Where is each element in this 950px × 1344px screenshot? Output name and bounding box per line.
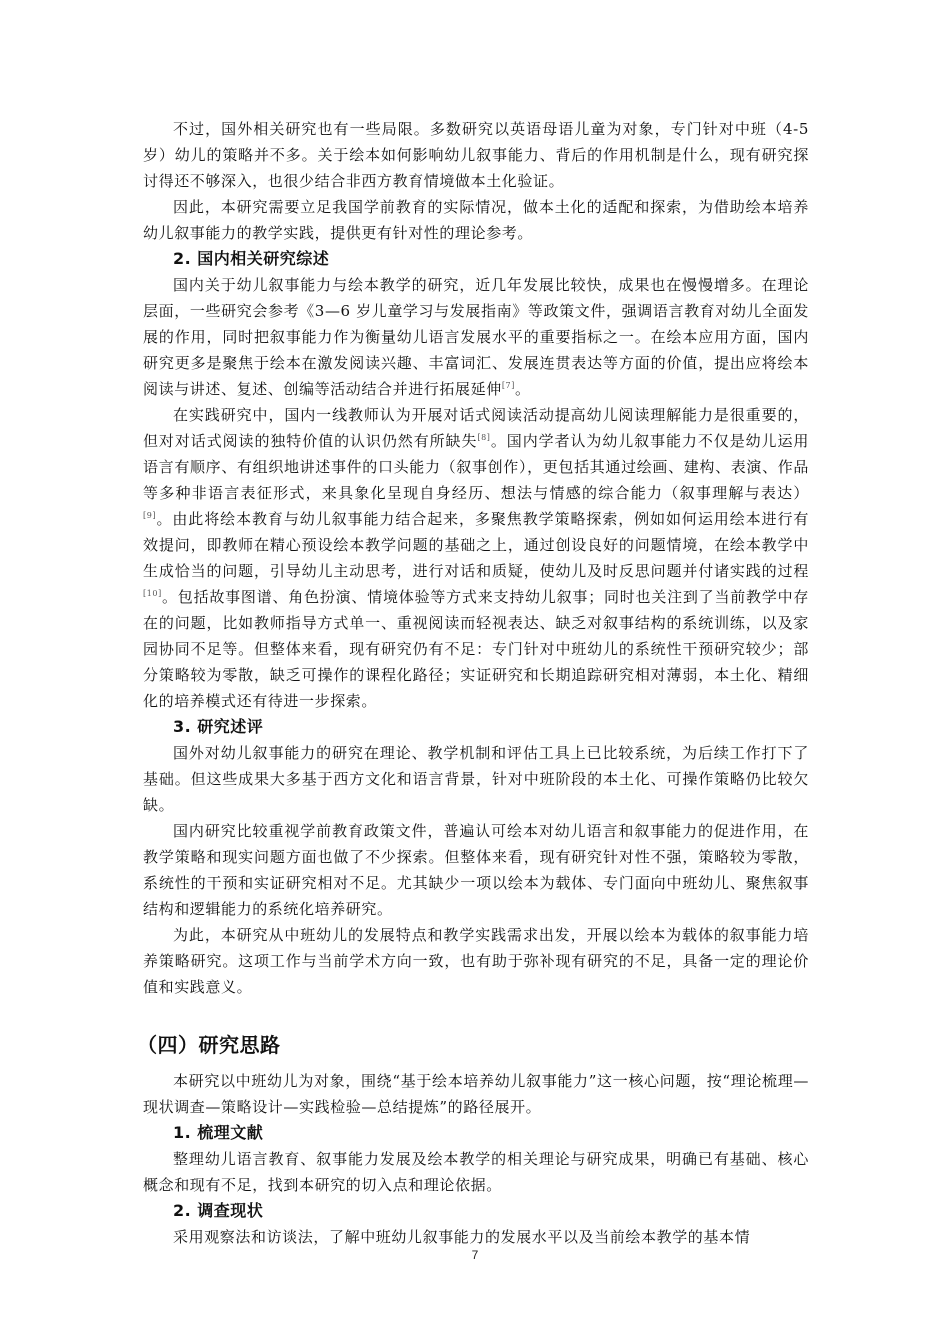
citation-ref: [7] <box>501 381 515 390</box>
paragraph-text: 国内关于幼儿叙事能力与绘本教学的研究，近几年发展比较快，成果也在慢慢增多。在理论层面，一些研究会参考《3—6 岁儿童学习与发展指南》等政策文件，强调语言教育对幼儿全面发展的作用，同时把叙事能力作为衡量幼儿语言发展水平的重要指标之一。在绘本应用方面，国内研究更多是聚焦于绘本在激发阅读兴趣、丰富词汇、发展连贯表达等方面的价值，提出应将绘本阅读与讲述、复述、创编等活动结合并进行拓展延伸 <box>143 276 809 398</box>
paragraph-text: 在实践研究中，国内一线教师认为开展对话式阅读活动提高幼儿阅读理解能力是很重要的，但对对话式阅读的独特价值的认识仍然有所缺失 <box>143 406 809 450</box>
paragraph-review-foreign: 国外对幼儿叙事能力的研究在理论、教学机制和评估工具上已比较系统，为后续工作打下了基础。但这些成果大多基于西方文化和语言背景，针对中班阶段的本土化、可操作策略仍比较欠缺。 <box>143 744 809 814</box>
citation-ref: [10] <box>143 589 162 598</box>
paragraph-domestic-theory <box>143 272 809 402</box>
paragraph-step-literature: 整理幼儿语言教育、叙事能力发展及绘本教学的相关理论与研究成果，明确已有基础、核心概念和现有不足，找到本研究的切入点和理论依据。 <box>143 1150 809 1194</box>
heading-step-literature: 1. 梳理文献 <box>173 1123 264 1142</box>
heading-research-approach: （四）研究思路 <box>137 1033 281 1057</box>
paragraph-foreign-limitations: 不过，国外相关研究也有一些局限。多数研究以英语母语儿童为对象，专门针对中班（4-5 岁）幼儿的策略并不多。关于绘本如何影响幼儿叙事能力、背后的作用机制是什么，现有研究探讨得还不够深入，也很少结合非西方教育情境做本土化验证。 <box>143 120 809 190</box>
paragraph-review-conclusion: 为此，本研究从中班幼儿的发展特点和教学实践需求出发，开展以绘本为载体的叙事能力培养策略研究。这项工作与当前学术方向一致，也有助于弥补现有研究的不足，具备一定的理论价值和实践意义。 <box>143 926 809 996</box>
paragraph-approach-intro: 本研究以中班幼儿为对象，围绕“基于绘本培养幼儿叙事能力”这一核心问题，按“理论梳理—现状调查—策略设计—实践检验—总结提炼”的路径展开。 <box>143 1072 809 1116</box>
paragraph-therefore: 因此，本研究需要立足我国学前教育的实际情况，做本土化的适配和探索，为借助绘本培养幼儿叙事能力的教学实践，提供更有针对性的理论参考。 <box>143 198 809 242</box>
citation-ref: [8] <box>477 433 491 442</box>
paragraph-text: 。国内学者认为幼儿叙事能力不仅是幼儿运用语言有顺序、有组织地讲述事件的口头能力（叙事创作），更包括其通过绘画、建构、表演、作品等多种非语言表征形式，来具象化呈现自身经历、想法与情感的综合能力（叙事理解与表达） <box>143 432 809 502</box>
paragraph-text: 。由此将绘本教育与幼儿叙事能力结合起来，多聚焦教学策略探索，例如如何运用绘本进行有效提问，即教师在精心预设绘本教学问题的基础之上，通过创设良好的问题情境，在绘本教学中生成恰当的问题，引导幼儿主动思考，进行对话和质疑，使幼儿及时反思问题并付诸实践的过程 <box>143 510 809 580</box>
heading-domestic-review: 2. 国内相关研究综述 <box>173 249 330 268</box>
citation-ref: [9] <box>143 511 157 520</box>
heading-step-survey: 2. 调查现状 <box>173 1201 264 1220</box>
page-body <box>137 116 809 1250</box>
heading-research-review: 3. 研究述评 <box>173 717 264 736</box>
paragraph-text: 。 <box>514 380 531 398</box>
paragraph-domestic-practice <box>143 402 809 714</box>
paragraph-text: 。包括故事图谱、角色扮演、情境体验等方式来支持幼儿叙事；同时也关注到了当前教学中存在的问题，比如教师指导方式单一、重视阅读而轻视表达、缺乏对叙事结构的系统训练，以及家园协同不足等。但整体来看，现有研究仍有不足：专门针对中班幼儿的系统性干预研究较少；部分策略较为零散，缺乏可操作的课程化路径；实证研究和长期追踪研究相对薄弱，本土化、精细化的培养模式还有待进一步探索。 <box>143 588 809 710</box>
page-number: 7 <box>471 1248 479 1262</box>
paragraph-step-survey: 采用观察法和访谈法，了解中班幼儿叙事能力的发展水平以及当前绘本教学的基本情 <box>173 1228 751 1246</box>
paragraph-review-domestic: 国内研究比较重视学前教育政策文件，普遍认可绘本对幼儿语言和叙事能力的促进作用，在教学策略和现实问题方面也做了不少探索。但整体来看，现有研究针对性不强，策略较为零散，系统性的干预和实证研究相对不足。尤其缺少一项以绘本为载体、专门面向中班幼儿、聚焦叙事结构和逻辑能力的系统化培养研究。 <box>143 822 809 918</box>
